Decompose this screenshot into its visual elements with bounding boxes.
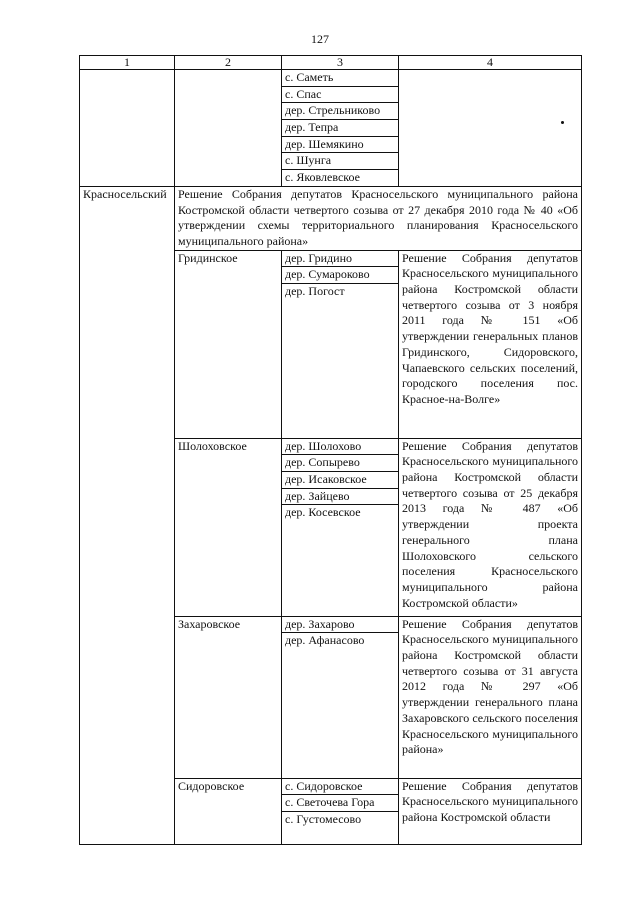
village-item: дер. Гридино [282,251,398,268]
village-item: дер. Захарово [282,617,398,634]
district-cell-empty [80,70,175,187]
village-item: с. Шунга [282,153,398,170]
village-item: дер. Погост [285,284,345,298]
district-decision: Решение Собрания депутатов Красносельского муниципального района Костромской области четвертого созыва от 27 декабря 2010 года № 40 «Об утверждении схемы территориального планирования Красносельского муниципального района» [175,186,582,250]
table-row [80,70,582,187]
village-item: дер. Афанасово [285,633,365,648]
village-item: с. Светочева Гора [282,795,398,812]
stray-dot [561,121,564,124]
header-col-4: 4 [399,56,582,70]
settlement-decision: Решение Собрания депутатов Красносельского муниципального района Костромской области четвертого созыва от 25 декабря 2013 года № 487 «Об утверждении проекта генерального плана Шолоховского сельского поселения Красносельского муниципального района Костромской области» [399,438,582,616]
header-col-1: 1 [80,56,175,70]
village-item: с. Густомесово [285,812,362,826]
settlement-decision: Решение Собрания депутатов Красносельского муниципального района Костромской области [399,778,582,844]
village-item: дер. Тепра [282,120,398,137]
decision-cell-empty [399,70,582,187]
settlement-name: Шолоховское [175,438,282,616]
table-header-row [80,56,582,70]
village-item: с. Сидоровское [282,779,398,796]
settlements-table [79,55,582,845]
village-list [282,778,399,844]
village-list [282,250,399,438]
village-item: с. Спас [282,87,398,104]
village-item: дер. Косевское [285,505,361,520]
village-list [282,70,399,187]
settlement-name: Сидоровское [175,778,282,844]
village-item: с. Саметь [282,70,398,87]
settlement-decision: Решение Собрания депутатов Красносельского муниципального района Костромской области четвертого созыва от 3 ноября 2011 года № 151 «Об утверждении генеральных планов Гридинского, Сидоровского, Чапаевского сельских поселений, городского поселения пос. Красное-на-Волге» [399,250,582,438]
village-item: дер. Стрельниково [282,103,398,120]
village-list [282,616,399,778]
village-item: дер. Шемякино [282,137,398,154]
village-item: дер. Зайцево [282,489,398,506]
village-item: дер. Сумароково [282,267,398,284]
district-name: Красносельский [80,186,175,844]
village-item: дер. Исаковское [282,472,398,489]
table-row [80,186,582,250]
settlement-name: Захаровское [175,616,282,778]
settlement-name: Гридинское [175,250,282,438]
village-item: дер. Сопырево [282,455,398,472]
settlement-cell-empty [175,70,282,187]
village-item: дер. Шолохово [282,439,398,456]
header-col-3: 3 [282,56,399,70]
village-list [282,438,399,616]
header-col-2: 2 [175,56,282,70]
settlement-decision: Решение Собрания депутатов Красносельского муниципального района Костромской области четвертого созыва от 31 августа 2012 года № 297 «Об утверждении генерального плана Захаровского сельского поселения Красносельского муниципального района» [399,616,582,778]
village-item: с. Яковлевское [285,170,360,185]
page-number: 127 [311,32,329,46]
